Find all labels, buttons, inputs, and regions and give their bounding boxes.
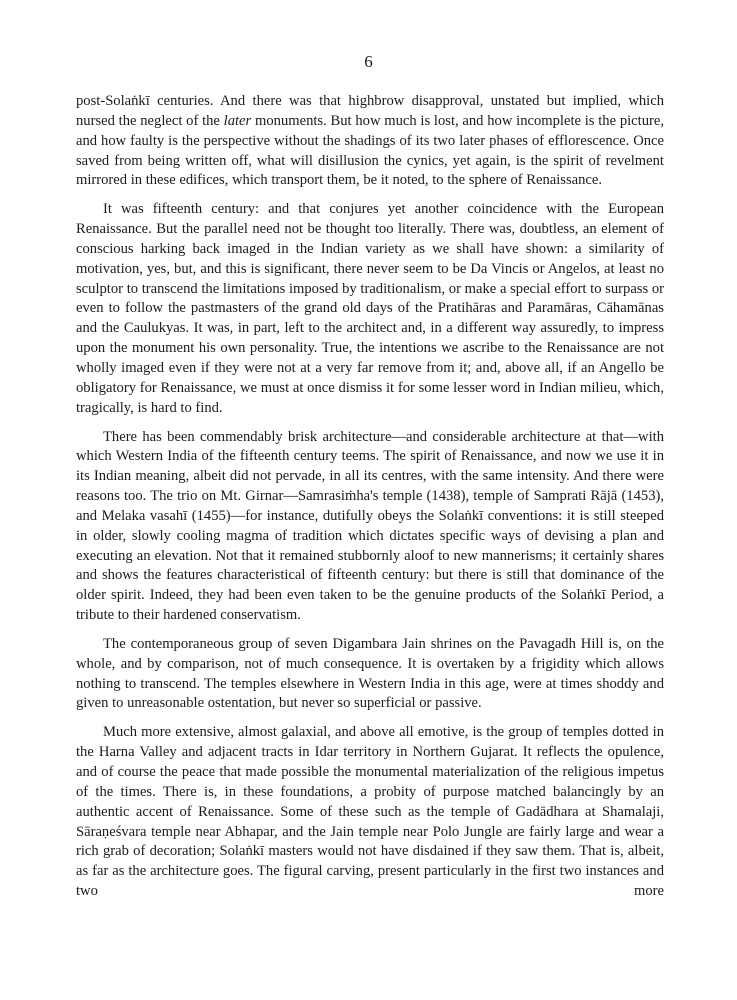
page-number: 6 xyxy=(364,52,373,71)
paragraph-2: It was fifteenth century: and that conjures yet another coincidence with the European Renaissance. But the parallel need not be thought too literally. There was, doubtless, an element of conscious harking back imaged in the Indian variety as we shall have shown: a similarity of motivation, yes, but, and this is significant, there never seem to be Da Vincis or Angelos, at least no sculptor to transcend the limitations imposed by traditionalism, or make a special effort to surpass or even to follow the pastmasters of the grand old days of the Pratihāras and Paramāras, Cāhamānas and the Caulukyas. It was, in part, left to the architect and, in a different way assuredly, to impress upon the monument his own personality. True, the intentions we ascribe to the Renaissance are not wholly imaged even if they were not at a very far remove from it; and, above all, if an Angello be obligatory for Renaissance, we must at once dismiss it for some lesser word in Indian milieu, which, tragically, is hard to find. xyxy=(76,201,664,416)
paragraph-1-text-b: monuments. But how much is lost, and how incomplete is the picture, and how faulty is the perspective without the shadings of its two later phases of efflorescence. Once saved from being written off, what will disillusion the cynics, yet again, is the spirit of revelment mirrored in these edifices, which transport them, be it noted, to the sphere of Renaissance. xyxy=(76,112,664,189)
paragraph-4: The contemporaneous group of seven Digambara Jain shrines on the Pavagadh Hill is, on the whole, and by comparison, not of much consequence. It is overtaken by a frigidity which allows nothing to transcend. The temples elsewhere in Western India in this age, were at times shoddy and given to unreasonable ostentation, but never so superficial or passive. xyxy=(76,635,664,712)
paragraph-1 xyxy=(76,92,664,191)
paragraph-3: There has been commendably brisk architecture—and considerable architecture at that—with which Western India of the fifteenth century teems. The spirit of Renaissance, and now we use it in its Indian meaning, albeit did not pervade, in all its centres, with the same intensity. And there were reasons too. The trio on Mt. Girnar—Samrasiṁha's temple (1438), temple of Samprati Rājā (1453), and Melaka vasahī (1455)—for instance, dutifully obeys the Solaṅkī conventions: it is still steeped in older, slowly cooling magma of tradition which dictates specific ways of devising a plan and executing an elevation. Not that it remained stubbornly aloof to new mannerisms; it certainly shares and shows the features characteristical of fifteenth century: but there is still that dominance of the older spirit. Indeed, they had been even taken to be the genuine products of the Solaṅkī Period, a tribute to their hardened conservatism. xyxy=(76,428,664,624)
body-text xyxy=(76,92,664,902)
paragraph-1-text-a: post-Solaṅkī centuries. And there was that highbrow disapproval, unstated but implied, which nursed the neglect of the xyxy=(76,93,664,129)
paragraph-5: Much more extensive, almost galaxial, and above all emotive, is the group of temples dotted in the Harna Valley and adjacent tracts in Idar territory in Northern Gujarat. It reflects the opulence, and of course the peace that made possible the monumental materialization of the religious impetus of the times. There is, in these foundations, a probity of purpose matched balancingly by an authentic accent of Renaissance. Some of these such as the temple of Gadādhara at Shamalaji, Sāraṇeśvara temple near Abhapar, and the Jain temple near Polo Jungle are fairly large and wear a rich grab of decoration; Solaṅkī masters would not have disdained if they saw them. That is, albeit, as far as the architecture goes. The figural carving, present particularly in the first two instances and two more xyxy=(76,724,664,900)
emphasis-later: later xyxy=(223,112,252,129)
